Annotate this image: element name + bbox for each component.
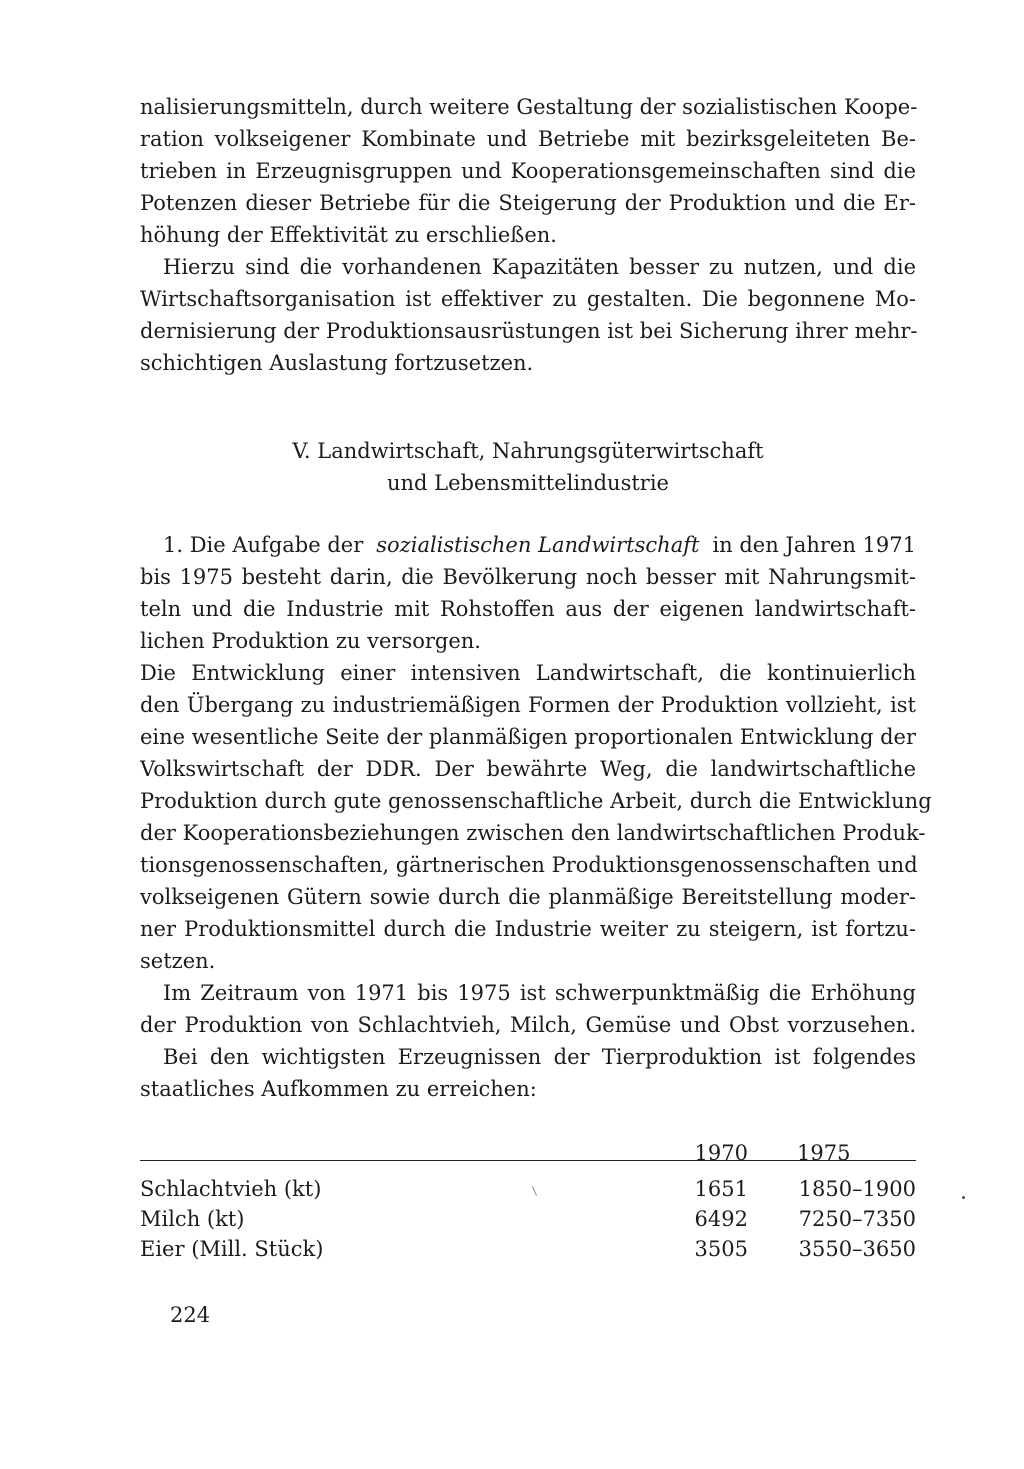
text-line: ner Produktionsmittel durch die Industrie weiter zu steigern, ist fortzu-	[140, 917, 916, 941]
table-cell-1975: 7250–7350	[798, 1207, 916, 1231]
table-cell-1975: 3550–3650	[798, 1237, 916, 1261]
text-line: teln und die Industrie mit Rohstoffen aus der eigenen landwirtschaft-	[140, 597, 916, 621]
text-line: höhung der Effektivität zu erschließen.	[140, 223, 557, 247]
scan-speck	[532, 1186, 537, 1195]
text-line: eine wesentliche Seite der planmäßigen proportionalen Entwicklung der	[140, 725, 916, 749]
table-rule	[140, 1160, 916, 1161]
text-line: Wirtschaftsorganisation ist effektiver zu gestalten. Die begonnene Mo-	[140, 287, 916, 311]
text-line: Hierzu sind die vorhandenen Kapazitäten besser zu nutzen, und die	[163, 255, 916, 279]
table-cell-1970: 1651	[694, 1177, 748, 1201]
text-line: den Übergang zu industriemäßigen Formen der Produktion vollzieht, ist	[140, 693, 916, 717]
text-line: bis 1975 besteht darin, die Bevölkerung noch besser mit Nahrungsmit-	[140, 565, 916, 589]
table-header-1970: 1970	[694, 1141, 748, 1165]
text-line: staatliches Aufkommen zu erreichen:	[140, 1077, 537, 1101]
text-line: Volkswirtschaft der DDR. Der bewährte Weg, die landwirtschaftliche	[140, 757, 916, 781]
table-cell-label: Eier (Mill. Stück)	[140, 1237, 324, 1261]
table-cell-1970: 3505	[694, 1237, 748, 1261]
emphasis-text: sozialistischen Landwirtschaft	[376, 533, 700, 557]
text-line: schichtigen Auslastung fortzusetzen.	[140, 351, 534, 375]
text-line: nalisierungsmitteln, durch weitere Gestaltung der sozialistischen Koope-	[140, 95, 918, 119]
table-cell-1970: 6492	[694, 1207, 748, 1231]
scan-speck	[962, 1196, 965, 1199]
text-line	[163, 530, 916, 560]
text-segment: 1. Die Aufgabe der	[163, 533, 364, 557]
text-line: setzen.	[140, 949, 216, 973]
text-line: volkseigenen Gütern sowie durch die planmäßige Bereitstellung moder-	[140, 885, 916, 909]
section-heading-line-2: und Lebensmittelindustrie	[387, 471, 669, 495]
text-line: tionsgenossenschaften, gärtnerischen Produktionsgenossenschaften und	[140, 853, 918, 877]
section-heading-line-1: V. Landwirtschaft, Nahrungsgüterwirtschaft	[292, 439, 764, 463]
text-line: der Produktion von Schlachtvieh, Milch, Gemüse und Obst vorzusehen.	[140, 1013, 916, 1037]
table-cell-label: Milch (kt)	[140, 1207, 245, 1231]
text-line: Produktion durch gute genossenschaftliche Arbeit, durch die Entwicklung	[140, 789, 932, 813]
table-header-1975: 1975	[797, 1141, 851, 1165]
text-segment: in den Jahren 1971	[712, 533, 916, 557]
text-line: Potenzen dieser Betriebe für die Steigerung der Produktion und die Er-	[140, 191, 916, 215]
table-cell-label: Schlachtvieh (kt)	[140, 1177, 322, 1201]
text-line: trieben in Erzeugnisgruppen und Kooperationsgemeinschaften sind die	[140, 159, 916, 183]
table-cell-1975: 1850–1900	[798, 1177, 916, 1201]
text-line: Im Zeitraum von 1971 bis 1975 ist schwerpunktmäßig die Erhöhung	[163, 981, 916, 1005]
text-line: dernisierung der Produktionsausrüstungen ist bei Sicherung ihrer mehr-	[140, 319, 918, 343]
page-number: 224	[170, 1303, 211, 1327]
text-line: Bei den wichtigsten Erzeugnissen der Tierproduktion ist folgendes	[163, 1045, 916, 1069]
text-line: Die Entwicklung einer intensiven Landwirtschaft, die kontinuierlich	[140, 661, 916, 685]
text-line: lichen Produktion zu versorgen.	[140, 629, 481, 653]
text-line: ration volkseigener Kombinate und Betriebe mit bezirksgeleiteten Be-	[140, 127, 916, 151]
text-line: der Kooperationsbeziehungen zwischen den landwirtschaftlichen Produk-	[140, 821, 926, 845]
